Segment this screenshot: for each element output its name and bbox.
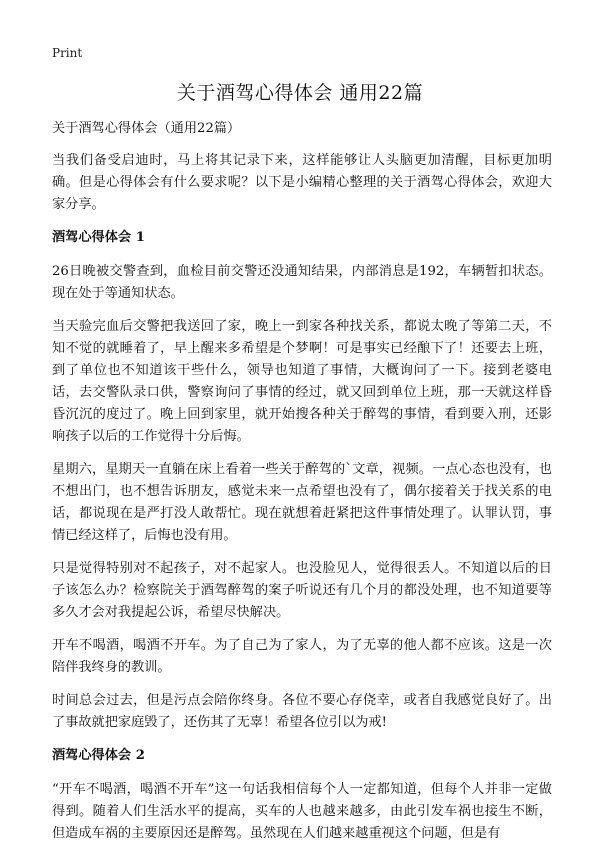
paragraph: 星期六，星期天一直躺在床上看着一些关于醉驾的`文章，视频。一点心态也没有，也不想出门，也不想告诉朋友，感觉未来一点希望也没有了，偶尔接着关于找关系的电话，都说现在是严打没人敢帮忙。现在就想着赶紧把这件事情处理了。认罪认罚，事情已经这样了，后悔也没有用。 — [52, 462, 552, 543]
paragraph: 时间总会过去，但是污点会陪你终身。各位不要心存侥幸，或者自我感觉良好了。出了事故就把家庭毁了，还伤其了无辜！希望各位引以为戒! — [52, 693, 552, 730]
paragraph: 26日晚被交警查到，血检目前交警还没通知结果，内部消息是192，车辆暂扣状态。现在处于等通知状态。 — [52, 264, 552, 301]
article-body — [52, 118, 552, 856]
paragraph: 开车不喝酒，喝酒不开车。为了自己为了家人，为了无辜的他人都不应该。这是一次陪伴我终身的教训。 — [52, 638, 552, 675]
section-heading: 酒驾心得体会 2 — [52, 748, 145, 763]
paragraph: “开车不喝酒，喝酒不开车”这一句话我相信每个人一定都知道，但每个人并非一定做得到。随着人们生活水平的提高，买车的人也越来越多，由此引发车祸也接生不断，但造成车祸的主要原因还是醉驾。虽然现在人们越来越重视这个问题，但是有 — [52, 782, 552, 841]
print-link[interactable]: Print — [52, 46, 83, 60]
intro-paragraph: 当我们备受启迪时，马上将其记录下来，这样能够让人头脑更加清醒，目标更加明确。但是心得体会有什么要求呢？以下是小编精心整理的关于酒驾心得体会，欢迎大家分享。 — [52, 153, 552, 212]
section-heading: 酒驾心得体会 1 — [52, 230, 145, 245]
page-title: 关于酒驾心得体会 通用22篇 — [176, 82, 424, 104]
paragraph: 只是觉得特别对不起孩子，对不起家人。也没脸见人，觉得很丢人。不知道以后的日子该怎么办？检察院关于酒驾醉驾的案子听说还有几个月的都没处理，也不知道要等多久才会对我提起公诉，希望尽快解决。 — [52, 561, 552, 620]
paragraph: 当天验完血后交警把我送回了家，晚上一到家各种找关系，都说太晚了等第二天，不知不觉的就睡着了，早上醒来多希望是个梦啊！可是事实已经酿下了！还要去上班，到了单位也不知道该干些什么，领导也知道了事情，大概询问了一下。接到老婆电话，去交警队录口供，警察询问了事情的经过，就又回到单位上班，那一天就这样昏昏沉沉的度过了。晚上回到家里，就开始搜各种关于醉驾的事情，看到要入刑，还影响孩子以后的工作觉得十分后悔。 — [52, 319, 552, 444]
article-subtitle: 关于酒驾心得体会（通用22篇） — [52, 121, 241, 136]
